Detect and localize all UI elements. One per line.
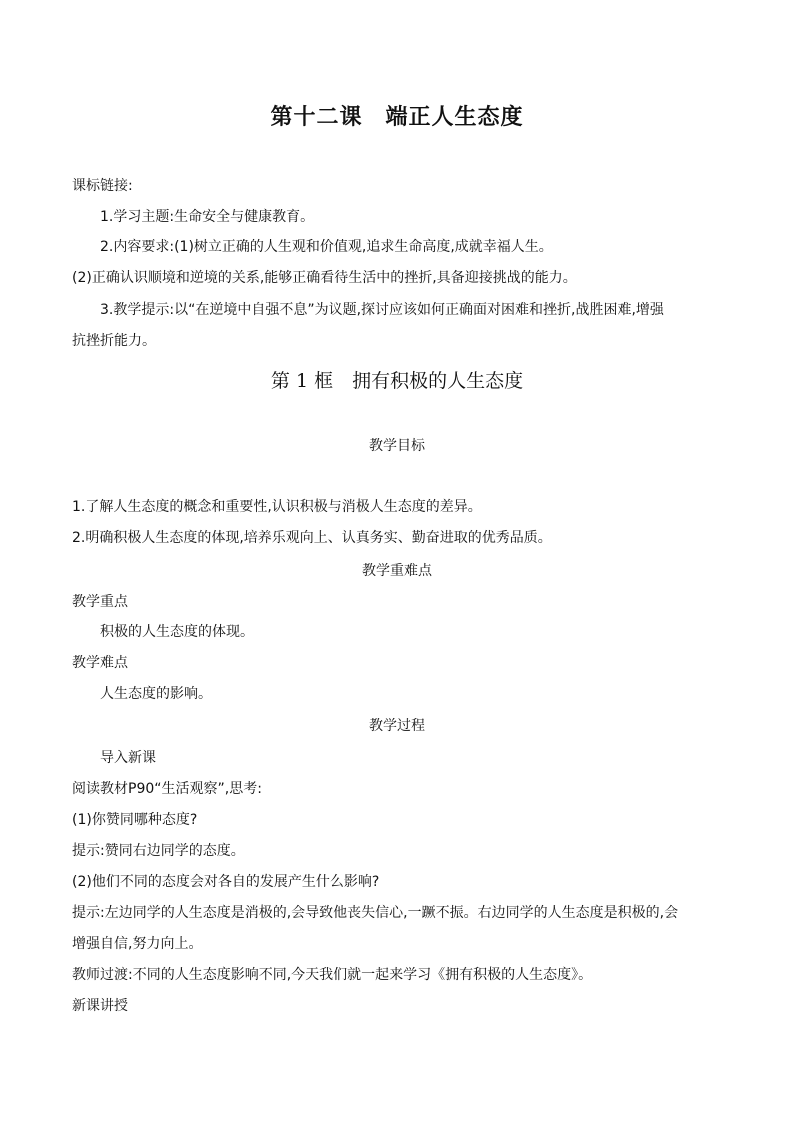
process-heading: 教学过程 bbox=[369, 718, 425, 734]
objective-item-1: 1.了解人生态度的概念和重要性,认识积极与消极人生态度的差异。 bbox=[72, 499, 482, 515]
teacher-transition: 教师过渡:不同的人生态度影响不同,今天我们就一起来学习《拥有积极的人生态度》。 bbox=[72, 967, 593, 983]
question-2: (2)他们不同的态度会对各自的发展产生什么影响? bbox=[72, 874, 380, 890]
reading-prompt: 阅读教材P90“生活观察”,思考: bbox=[72, 781, 262, 797]
key-points-heading: 教学重难点 bbox=[362, 563, 432, 579]
new-lesson-label: 新课讲授 bbox=[72, 998, 128, 1014]
section-title: 第 1 框 拥有积极的人生态度 bbox=[270, 370, 524, 392]
objective-item-2: 2.明确积极人生态度的体现,培养乐观向上、认真务实、勤奋进取的优秀品质。 bbox=[72, 530, 552, 546]
answer-2a: 提示:左边同学的人生态度是消极的,会导致他丧失信心,一蹶不振。右边同学的人生态度是积极的,会 bbox=[72, 905, 679, 921]
curriculum-item-1: 1.学习主题:生命安全与健康教育。 bbox=[100, 209, 315, 225]
focus-label: 教学重点 bbox=[72, 594, 128, 610]
focus-text: 积极的人生态度的体现。 bbox=[100, 624, 254, 640]
curriculum-item-2a: 2.内容要求:(1)树立正确的人生观和价值观,追求生命高度,成就幸福人生。 bbox=[100, 239, 553, 255]
answer-1: 提示:赞同右边同学的态度。 bbox=[72, 843, 245, 859]
objectives-heading: 教学目标 bbox=[369, 438, 425, 454]
curriculum-item-3b: 抗挫折能力。 bbox=[72, 333, 156, 349]
intro-label: 导入新课 bbox=[100, 750, 156, 766]
curriculum-item-2b: (2)正确认识顺境和逆境的关系,能够正确看待生活中的挫折,具备迎接挑战的能力。 bbox=[72, 270, 577, 286]
difficulty-text: 人生态度的影响。 bbox=[100, 686, 212, 702]
lesson-title: 第十二课 端正人生态度 bbox=[270, 105, 524, 130]
answer-2b: 增强自信,努力向上。 bbox=[72, 936, 203, 952]
question-1: (1)你赞同哪种态度? bbox=[72, 812, 198, 828]
curriculum-item-3a: 3.教学提示:以“在逆境中自强不息”为议题,探讨应该如何正确面对困难和挫折,战胜困难,增强 bbox=[100, 302, 664, 318]
curriculum-heading: 课标链接: bbox=[72, 178, 133, 194]
difficulty-label: 教学难点 bbox=[72, 655, 128, 671]
